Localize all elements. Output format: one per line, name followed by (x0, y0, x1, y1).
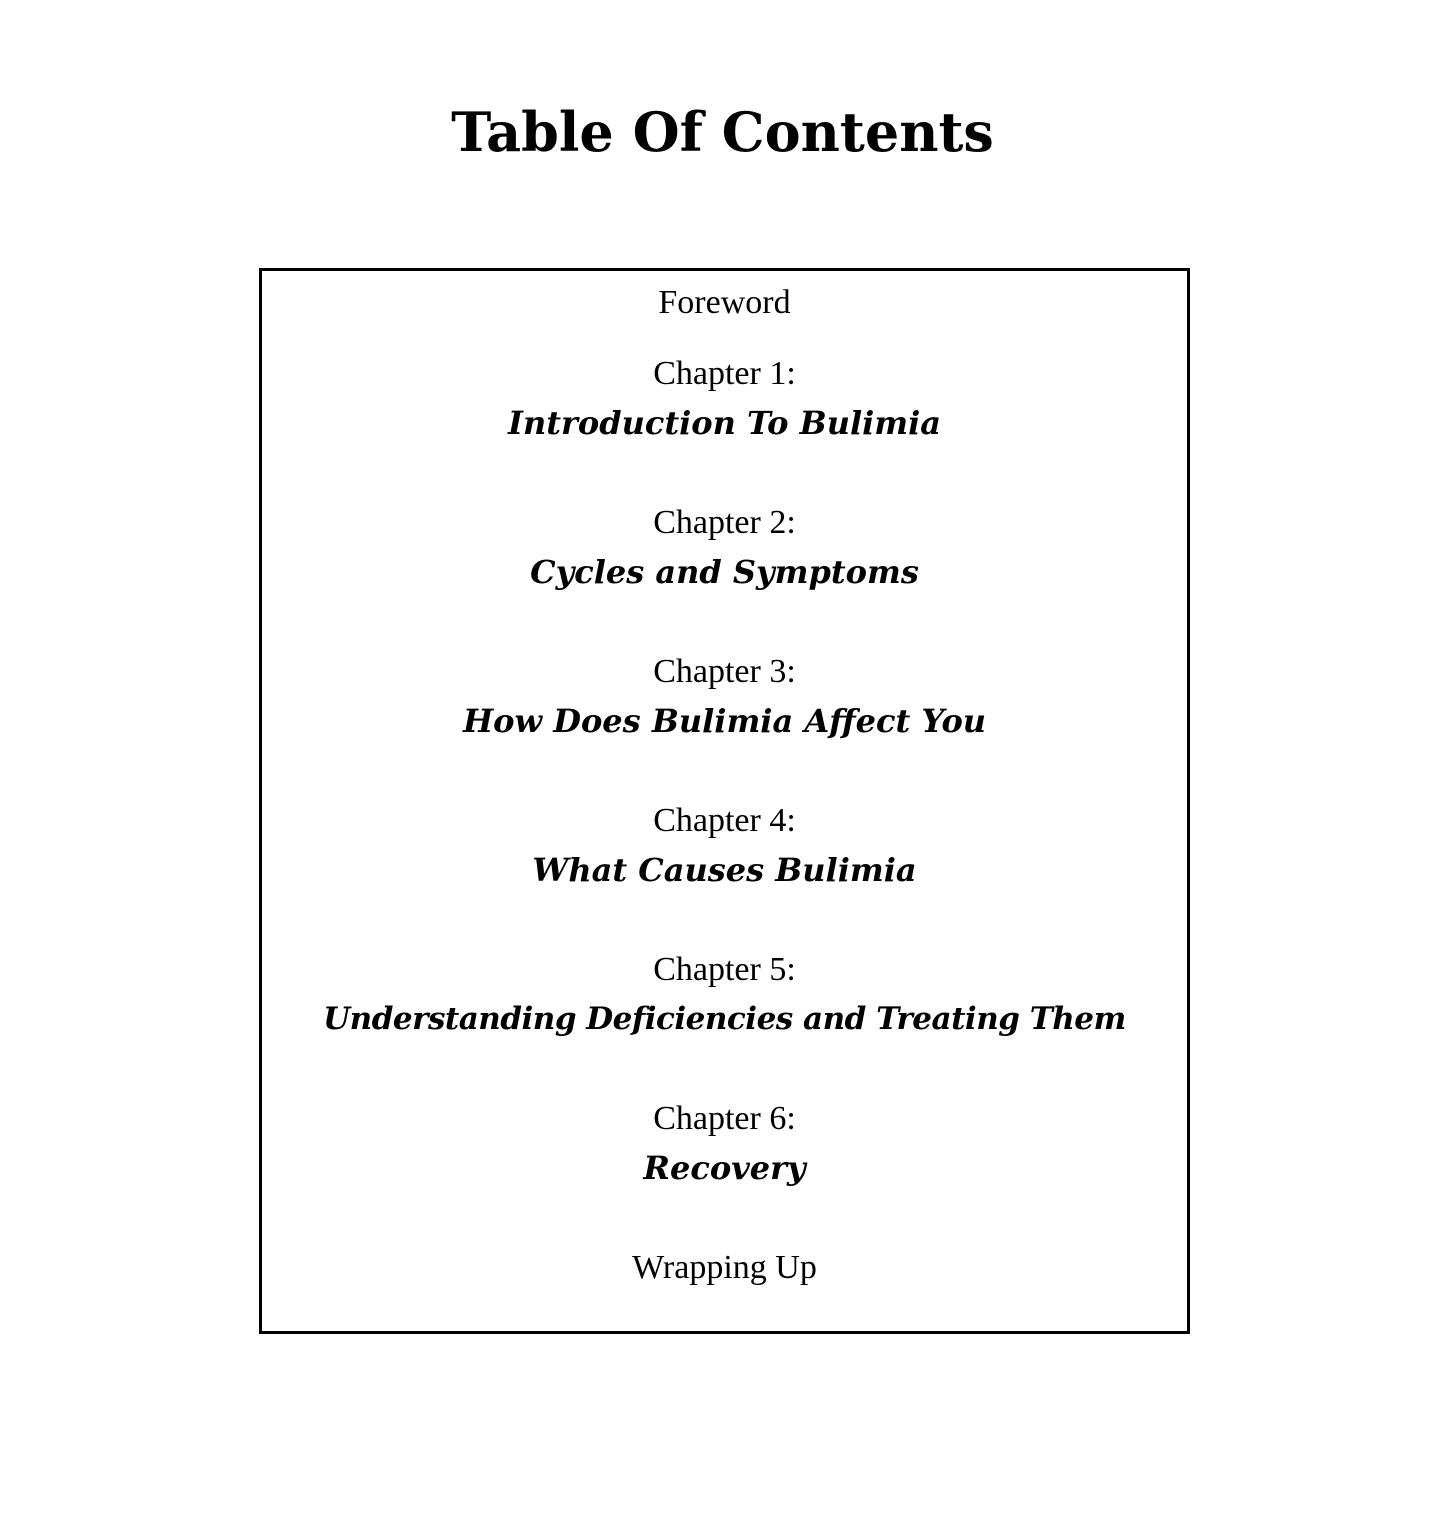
chapter-1-label: Chapter 1: (653, 355, 796, 392)
chapter-6-title: Recovery (643, 1149, 806, 1187)
chapter-4-title: What Causes Bulimia (532, 851, 917, 889)
chapter-6-label: Chapter 6: (653, 1100, 796, 1137)
toc-foreword: Foreword (658, 284, 791, 321)
table-of-contents-box (259, 268, 1190, 1334)
chapter-3-title: How Does Bulimia Affect You (462, 702, 987, 740)
chapter-1-title: Introduction To Bulimia (507, 404, 942, 442)
chapter-4-label: Chapter 4: (653, 802, 796, 839)
chapter-3-label: Chapter 3: (653, 653, 796, 690)
chapter-5-label: Chapter 5: (653, 951, 796, 988)
page-title: Table Of Contents (451, 100, 994, 164)
chapter-2-label: Chapter 2: (653, 504, 796, 541)
chapter-5-title: Understanding Deficiencies and Treating Them (323, 1001, 1126, 1037)
chapter-2-title: Cycles and Symptoms (530, 553, 919, 591)
toc-wrapping-up: Wrapping Up (632, 1249, 817, 1286)
